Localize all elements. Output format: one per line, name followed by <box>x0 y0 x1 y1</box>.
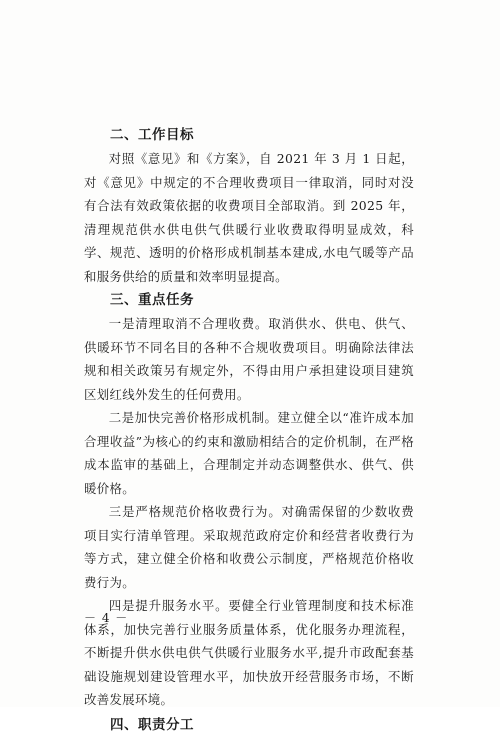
paragraph-task-1: 一是清理取消不合理收费。取消供水、供电、供气、供暖环节不同名目的各种不合规收费项目。明确除法律法规和相关政策另有规定外，不得由用户承担建设项目建筑区划红线外发生的任何费用。 <box>84 316 414 402</box>
document-body <box>84 123 414 737</box>
page-number: － 4 － <box>84 611 129 625</box>
section-heading-key-tasks: 三、重点任务 <box>110 292 194 308</box>
paragraph-goals: 对照《意见》和《方案》，自 2021 年 3 月 1 日起，对《意见》中规定的不合理收费项目一律取消，同时对没有合法有效政策依据的收费项目全部取消。到 2025 年，清理规范供水供电供气供暖行业收费取得明显成效，科学、规范、透明的价格形成机制基本建成,水电气暖等产品和服务供给的质量和效率明显提高。 <box>84 151 414 284</box>
section-heading-responsibilities: 四、职责分工 <box>110 716 194 733</box>
section-heading-goals: 二、工作目标 <box>110 127 194 143</box>
paragraph-task-4: 四是提升服务水平。要健全行业管理制度和技术标准体系，加快完善行业服务质量体系，优化服务办理流程，不断提升供水供电供气供暖行业服务水平,提升市政配套基础设施规划建设管理水平，加快放开经营服务市场，不断改善发展环境。 <box>84 598 414 707</box>
paragraph-task-2: 二是加快完善价格形成机制。建立健全以“准许成本加合理收益”为核心的约束和激励相结合的定价机制，在严格成本监审的基础上，合理制定并动态调整供水、供气、供暖价格。 <box>84 410 414 496</box>
paragraph-task-3: 三是严格规范价格收费行为。对确需保留的少数收费项目实行清单管理。采取规范政府定价和经营者收费行为等方式，建立健全价格和收费公示制度，严格规范价格收费行为。 <box>84 504 414 590</box>
